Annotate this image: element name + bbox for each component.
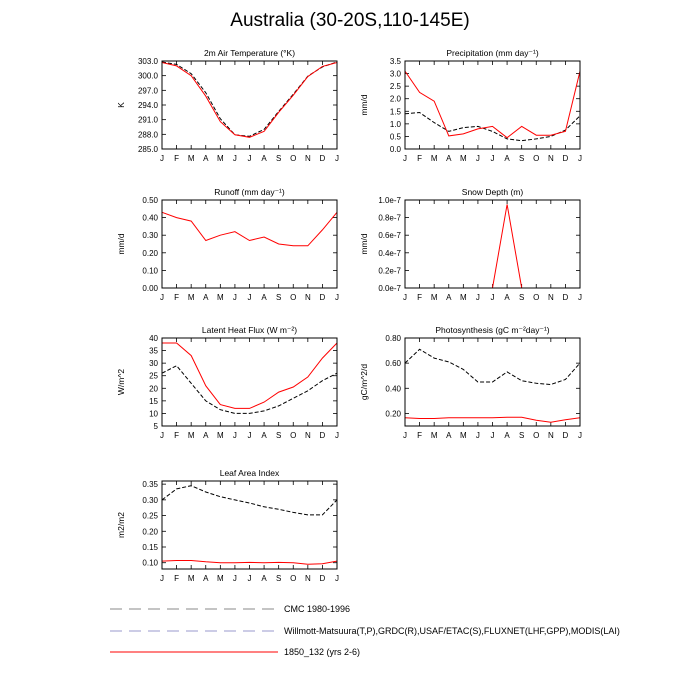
y-tick-label: 5 bbox=[153, 422, 158, 431]
y-tick-label: 291.0 bbox=[137, 115, 158, 125]
x-tick-label: A bbox=[261, 293, 267, 302]
y-tick-label: 0.35 bbox=[142, 480, 158, 490]
x-tick-label: M bbox=[187, 154, 195, 163]
x-tick-label: J bbox=[335, 154, 339, 163]
x-tick-label: J bbox=[475, 431, 480, 440]
x-tick-label: N bbox=[304, 574, 311, 583]
x-tick-label: A bbox=[504, 431, 510, 440]
chart-leaf-area-index bbox=[116, 468, 339, 583]
x-tick-label: A bbox=[446, 154, 452, 163]
x-tick-label: D bbox=[319, 574, 326, 583]
x-tick-label: N bbox=[304, 293, 311, 302]
y-tick-label: 0.80 bbox=[385, 334, 401, 343]
series-line-model bbox=[493, 204, 522, 288]
y-tick-label: 2.0 bbox=[389, 94, 401, 104]
y-tick-label: 300.0 bbox=[137, 71, 158, 81]
x-tick-label: A bbox=[203, 431, 209, 440]
y-axis-label: K bbox=[116, 102, 126, 108]
y-tick-label: 0.10 bbox=[142, 266, 158, 276]
y-tick-label: 0.30 bbox=[142, 231, 158, 241]
series-line-observations bbox=[405, 349, 580, 384]
x-tick-label: D bbox=[319, 154, 326, 163]
y-axis-label: mm/d bbox=[359, 94, 369, 116]
chart-photosynthesis bbox=[359, 325, 582, 440]
x-tick-label: A bbox=[261, 154, 267, 163]
x-tick-label: S bbox=[275, 431, 282, 440]
x-tick-label: J bbox=[247, 293, 252, 302]
y-tick-label: 303.0 bbox=[137, 57, 158, 66]
y-tick-label: 0.60 bbox=[385, 359, 401, 369]
x-tick-label: J bbox=[232, 431, 237, 440]
legend-item-observations bbox=[110, 624, 620, 638]
x-tick-label: A bbox=[261, 431, 267, 440]
y-tick-label: 0.40 bbox=[142, 213, 158, 223]
chart-title: Leaf Area Index bbox=[219, 468, 280, 478]
x-tick-label: J bbox=[578, 293, 582, 302]
x-tick-label: O bbox=[290, 154, 297, 163]
x-tick-label: F bbox=[417, 154, 423, 163]
x-tick-label: A bbox=[504, 293, 510, 302]
x-tick-label: O bbox=[533, 293, 540, 302]
y-tick-label: 0.40 bbox=[385, 384, 401, 394]
x-tick-label: F bbox=[174, 293, 180, 302]
chart-title: Latent Heat Flux (W m⁻²) bbox=[201, 325, 298, 335]
x-tick-label: J bbox=[160, 431, 164, 440]
x-tick-label: M bbox=[459, 154, 467, 163]
x-tick-label: J bbox=[335, 574, 339, 583]
x-tick-label: D bbox=[562, 293, 569, 302]
x-tick-label: S bbox=[518, 431, 525, 440]
x-tick-label: O bbox=[290, 574, 297, 583]
x-tick-label: J bbox=[490, 431, 495, 440]
x-tick-label: M bbox=[187, 574, 195, 583]
legend-item-model bbox=[110, 645, 360, 659]
y-tick-label: 0.8e-7 bbox=[378, 213, 401, 223]
x-tick-label: S bbox=[518, 154, 525, 163]
y-tick-label: 0.15 bbox=[142, 543, 158, 552]
x-tick-label: S bbox=[275, 574, 282, 583]
y-tick-label: 1.0e-7 bbox=[378, 196, 401, 205]
x-tick-label: N bbox=[547, 431, 554, 440]
y-tick-label: 0.25 bbox=[142, 511, 158, 521]
y-tick-label: 25 bbox=[149, 371, 158, 381]
y-tick-label: 1.5 bbox=[389, 107, 401, 117]
x-tick-label: N bbox=[547, 154, 554, 163]
y-tick-label: 20 bbox=[149, 384, 158, 394]
legend-swatch-observations bbox=[110, 626, 278, 636]
y-tick-label: 40 bbox=[149, 334, 158, 343]
y-axis-label: mm/d bbox=[116, 233, 126, 255]
legend-swatch-model bbox=[110, 647, 278, 657]
x-tick-label: J bbox=[247, 574, 252, 583]
chart-title: Precipitation (mm day⁻¹) bbox=[446, 48, 539, 58]
y-axis-label: W/m^2 bbox=[116, 368, 126, 396]
series-line-model bbox=[405, 71, 580, 138]
x-tick-label: F bbox=[174, 431, 180, 440]
x-tick-label: J bbox=[403, 431, 407, 440]
legend-label-observations: Willmott-Matsuura(T,P),GRDC(R),USAF/ETAC(S),FLUXNET(LHF,GPP),MODIS(LAI) bbox=[284, 626, 620, 636]
x-tick-label: J bbox=[335, 431, 339, 440]
x-tick-label: F bbox=[417, 293, 423, 302]
y-tick-label: 0.20 bbox=[142, 527, 158, 537]
y-tick-label: 0.6e-7 bbox=[378, 231, 401, 241]
chart-title: Snow Depth (m) bbox=[461, 187, 524, 197]
x-tick-label: N bbox=[304, 431, 311, 440]
x-tick-label: D bbox=[319, 431, 326, 440]
series-line-model bbox=[162, 343, 337, 408]
x-tick-label: J bbox=[578, 154, 582, 163]
x-tick-label: A bbox=[203, 293, 209, 302]
x-tick-label: M bbox=[430, 154, 438, 163]
chart-title: Photosynthesis (gC m⁻²day⁻¹) bbox=[435, 325, 550, 335]
chart-snow-depth bbox=[359, 187, 582, 302]
chart-runoff bbox=[116, 187, 339, 302]
x-tick-label: M bbox=[430, 431, 438, 440]
y-tick-label: 0.0e-7 bbox=[378, 284, 401, 293]
x-tick-label: J bbox=[403, 293, 407, 302]
series-line-model bbox=[405, 417, 580, 422]
x-tick-label: J bbox=[247, 154, 252, 163]
x-tick-label: J bbox=[335, 293, 339, 302]
plot-frame bbox=[162, 200, 337, 288]
x-tick-label: S bbox=[275, 293, 282, 302]
x-tick-label: J bbox=[247, 431, 252, 440]
x-tick-label: M bbox=[187, 293, 195, 302]
x-tick-label: A bbox=[203, 574, 209, 583]
y-axis-label: mm/d bbox=[359, 233, 369, 255]
x-tick-label: J bbox=[490, 154, 495, 163]
x-tick-label: M bbox=[459, 293, 467, 302]
y-tick-label: 35 bbox=[149, 346, 158, 356]
figure-title: Australia (30-20S,110-145E) bbox=[230, 10, 470, 31]
chart-title: 2m Air Temperature (°K) bbox=[203, 48, 296, 58]
x-tick-label: J bbox=[232, 574, 237, 583]
x-tick-label: O bbox=[533, 154, 540, 163]
chart-2m-air-temperature bbox=[116, 48, 339, 163]
series-line-model bbox=[162, 212, 337, 246]
x-tick-label: J bbox=[403, 154, 407, 163]
y-tick-label: 2.5 bbox=[389, 82, 401, 92]
chart-title: Runoff (mm day⁻¹) bbox=[214, 187, 285, 197]
plot-frame bbox=[162, 481, 337, 569]
x-tick-label: J bbox=[490, 293, 495, 302]
y-tick-label: 0.20 bbox=[142, 248, 158, 258]
y-tick-label: 10 bbox=[149, 409, 158, 419]
x-tick-label: O bbox=[533, 431, 540, 440]
plot-frame bbox=[405, 200, 580, 288]
plot-frame bbox=[405, 61, 580, 149]
x-tick-label: N bbox=[304, 154, 311, 163]
x-tick-label: M bbox=[459, 431, 467, 440]
legend-swatch-cmc bbox=[110, 604, 278, 614]
x-tick-label: J bbox=[160, 293, 164, 302]
y-axis-label: m2/m2 bbox=[116, 512, 126, 538]
y-tick-label: 285.0 bbox=[137, 145, 158, 154]
y-tick-label: 3.5 bbox=[389, 57, 401, 66]
x-tick-label: M bbox=[216, 154, 224, 163]
y-tick-label: 0.00 bbox=[142, 284, 158, 293]
legend-item-cmc bbox=[110, 602, 350, 616]
chart-precipitation bbox=[359, 48, 582, 163]
x-tick-label: F bbox=[174, 574, 180, 583]
y-tick-label: 1.0 bbox=[389, 119, 401, 129]
x-tick-label: J bbox=[578, 431, 582, 440]
x-tick-label: J bbox=[160, 574, 164, 583]
y-tick-label: 288.0 bbox=[137, 130, 158, 140]
y-tick-label: 0.10 bbox=[142, 558, 158, 568]
y-tick-label: 0.2e-7 bbox=[378, 266, 401, 276]
x-tick-label: J bbox=[232, 293, 237, 302]
x-tick-label: O bbox=[290, 431, 297, 440]
x-tick-label: A bbox=[261, 574, 267, 583]
x-tick-label: M bbox=[187, 431, 195, 440]
x-tick-label: F bbox=[417, 431, 423, 440]
x-tick-label: N bbox=[547, 293, 554, 302]
x-tick-label: A bbox=[504, 154, 510, 163]
chart-latent-heat-flux bbox=[116, 325, 339, 440]
y-tick-label: 15 bbox=[149, 396, 158, 406]
y-axis-label: gC/m^2/d bbox=[359, 363, 369, 401]
x-tick-label: J bbox=[160, 154, 164, 163]
x-tick-label: D bbox=[562, 431, 569, 440]
y-tick-label: 0.4e-7 bbox=[378, 248, 401, 258]
legend-label-model: 1850_132 (yrs 2-6) bbox=[284, 647, 361, 657]
series-line-model bbox=[162, 561, 337, 565]
x-tick-label: D bbox=[319, 293, 326, 302]
y-tick-label: 0.20 bbox=[385, 409, 401, 419]
x-tick-label: M bbox=[216, 574, 224, 583]
y-tick-label: 0.30 bbox=[142, 495, 158, 505]
x-tick-label: D bbox=[562, 154, 569, 163]
y-tick-label: 0.0 bbox=[389, 145, 401, 154]
x-tick-label: A bbox=[446, 431, 452, 440]
y-tick-label: 294.0 bbox=[137, 101, 158, 110]
x-tick-label: A bbox=[446, 293, 452, 302]
x-tick-label: A bbox=[203, 154, 209, 163]
x-tick-label: M bbox=[430, 293, 438, 302]
y-tick-label: 30 bbox=[149, 359, 158, 369]
series-line-model bbox=[162, 63, 337, 138]
plot-frame bbox=[162, 338, 337, 426]
x-tick-label: J bbox=[232, 154, 237, 163]
y-tick-label: 3.0 bbox=[389, 69, 401, 79]
y-tick-label: 0.5 bbox=[389, 132, 401, 142]
x-tick-label: S bbox=[518, 293, 525, 302]
x-tick-label: M bbox=[216, 431, 224, 440]
x-tick-label: O bbox=[290, 293, 297, 302]
series-line-observations bbox=[162, 486, 337, 515]
x-tick-label: F bbox=[174, 154, 180, 163]
x-tick-label: M bbox=[216, 293, 224, 302]
x-tick-label: J bbox=[475, 154, 480, 163]
legend-label-cmc: CMC 1980-1996 bbox=[284, 604, 351, 614]
x-tick-label: J bbox=[475, 293, 480, 302]
x-tick-label: S bbox=[275, 154, 282, 163]
y-tick-label: 297.0 bbox=[137, 86, 158, 96]
y-tick-label: 0.50 bbox=[142, 196, 158, 205]
